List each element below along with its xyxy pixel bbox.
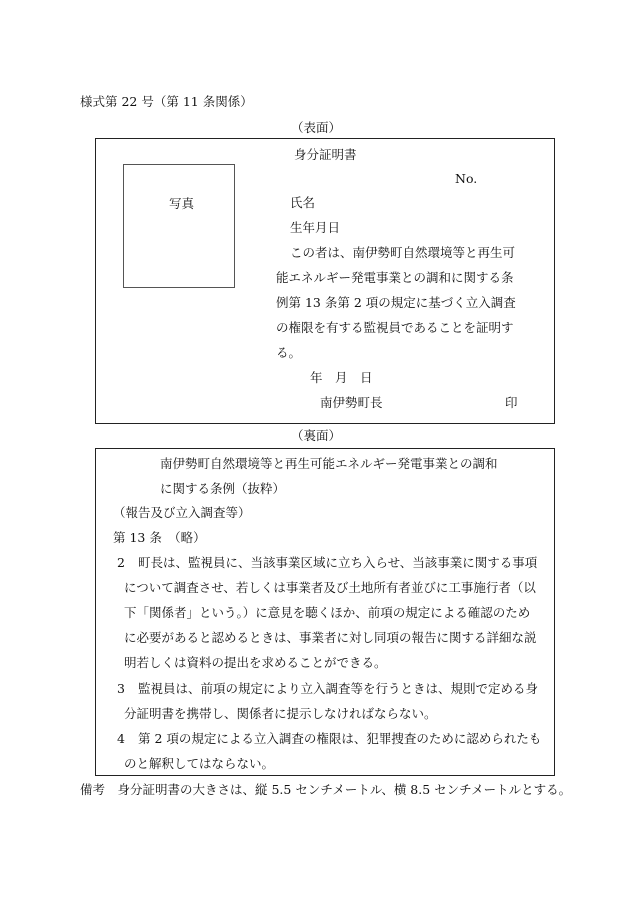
photo-label: 写真 <box>169 196 195 211</box>
photo-frame <box>123 164 235 288</box>
certification-line-3: 例第 13 条第 2 項の規定に基づく立入調査 <box>276 295 516 310</box>
paragraph-2-line-4: に必要があると認めるときは、事業者に対し同項の報告に関する詳細な説 <box>124 630 537 645</box>
certification-line-4: の権限を有する監視員であることを証明す <box>276 320 514 335</box>
certification-line-2: 能エネルギー発電事業との調和に関する条 <box>276 270 514 285</box>
section-title: （報告及び立入調査等） <box>113 505 251 520</box>
front-heading: （表面） <box>291 120 342 135</box>
back-heading: （裏面） <box>291 428 342 443</box>
paragraph-4-line-2: のと解釈してはならない。 <box>124 756 275 771</box>
certification-line-1: この者は、南伊勢町自然環境等と再生可 <box>290 245 516 260</box>
paragraph-2-line-3: 下「関係者」という。）に意見を聴くほか、前項の規定による確認のため <box>124 605 531 620</box>
paragraph-4-line-1: 第 2 項の規定による立入調査の権限は、犯罪捜査のために認められたも <box>138 731 542 746</box>
size-note: 備考 身分証明書の大きさは、縦 5.5 センチメートル、横 8.5 センチメートルとする。 <box>80 782 572 797</box>
ordinance-title-line-1: 南伊勢町自然環境等と再生可能エネルギー発電事業との調和 <box>160 456 498 471</box>
paragraph-3-line-1: 監視員は、前項の規定により立入調査等を行うときは、規則で定める身 <box>138 681 539 696</box>
ordinance-title-line-2: に関する条例（抜粋） <box>160 481 286 496</box>
seal-mark: 印 <box>505 395 518 410</box>
name-label: 氏名 <box>290 195 316 210</box>
paragraph-3-line-2: 分証明書を携帯し、関係者に提示しなければならない。 <box>124 706 437 721</box>
form-number: 様式第 22 号（第 11 条関係） <box>80 94 253 109</box>
card-title: 身分証明書 <box>294 147 357 162</box>
paragraph-3-number: 3 <box>117 681 125 696</box>
article-number: 第 13 条 （略） <box>113 530 206 545</box>
paragraph-2-number: 2 <box>117 555 125 570</box>
paragraph-4-number: 4 <box>117 731 125 746</box>
paragraph-2-line-2: について調査させ、若しくは事業者及び土地所有者並びに工事施行者（以 <box>124 580 536 595</box>
serial-number-label: No. <box>455 171 478 186</box>
certification-line-5: る。 <box>276 345 302 360</box>
issue-date: 年 月 日 <box>310 370 373 385</box>
birthdate-label: 生年月日 <box>290 220 341 235</box>
paragraph-2-line-5: 明若しくは資料の提出を求めることができる。 <box>124 655 387 670</box>
issuer-name: 南伊勢町長 <box>320 395 383 410</box>
paragraph-2-line-1: 町長は、監視員に、当該事業区域に立ち入らせ、当該事業に関する事項 <box>138 555 538 570</box>
